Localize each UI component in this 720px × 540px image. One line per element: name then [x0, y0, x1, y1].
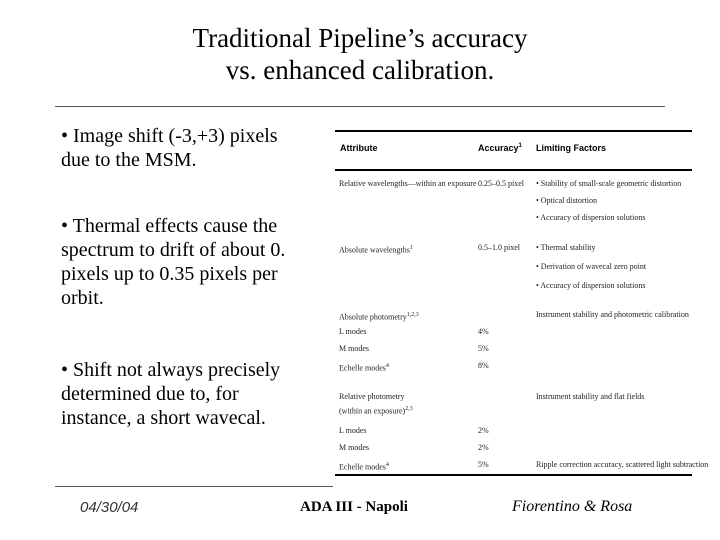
row0-accuracy: 0.25–0.5 pixel	[478, 179, 524, 188]
row9-attribute	[339, 460, 389, 473]
row1-attribute-sup: 1	[409, 245, 413, 251]
title-line-2: vs. enhanced calibration.	[225, 55, 495, 85]
row5-attribute-label: Echelle modes	[339, 363, 386, 373]
row3-accuracy: 4%	[478, 327, 489, 336]
row6-attribute-2	[339, 404, 413, 417]
row6-attribute-label-2: (within an exposure)	[339, 406, 406, 416]
header-accuracy-sup: 1	[518, 143, 522, 149]
row0-factor-3: • Accuracy of dispersion solutions	[536, 213, 646, 222]
header-attribute: Attribute	[340, 143, 378, 153]
row1-factor-3: • Accuracy of dispersion solutions	[536, 281, 646, 290]
footer-date: 04/30/04	[80, 499, 139, 516]
bullet-thermal-effects: • Thermal effects cause the spectrum to drift of about 0. pixels up to 0.35 pixels per orbit.	[61, 215, 286, 309]
row2-attribute-sup: 1,2,3	[406, 312, 419, 318]
row1-factor-1: • Thermal stability	[536, 243, 596, 252]
row5-attribute	[339, 361, 389, 374]
table-header-rule	[335, 169, 692, 171]
row3-attribute: L modes	[339, 327, 367, 336]
row6-factor-1: Instrument stability and flat fields	[536, 392, 645, 401]
row0-factor-1: • Stability of small-scale geometric distortion	[536, 179, 682, 188]
bullet-image-shift: • Image shift (-3,+3) pixels due to the MSM.	[61, 125, 278, 171]
row7-accuracy: 2%	[478, 426, 489, 435]
table-top-rule	[335, 130, 692, 132]
table-bottom-rule	[335, 474, 692, 476]
row5-accuracy: 8%	[478, 361, 489, 370]
row4-attribute: M modes	[339, 344, 369, 353]
row6-attribute-sup: 2,3	[405, 406, 413, 412]
row2-factor-1: Instrument stability and photometric calibration	[536, 310, 689, 319]
accuracy-table	[335, 130, 709, 476]
footer-authors: Fiorentino & Rosa	[512, 498, 633, 515]
row2-attribute	[339, 310, 419, 323]
title-divider	[55, 106, 665, 107]
row9-attribute-label: Echelle modes	[339, 462, 386, 472]
row1-attribute	[339, 243, 413, 256]
header-limiting-factors: Limiting Factors	[536, 143, 607, 153]
row2-attribute-label: Absolute photometry	[339, 312, 407, 322]
footer-divider	[55, 486, 333, 487]
row4-accuracy: 5%	[478, 344, 489, 353]
footer-event: ADA III - Napoli	[300, 499, 408, 515]
row9-accuracy: 5%	[478, 460, 489, 469]
row1-accuracy: 0.5–1.0 pixel	[478, 243, 520, 252]
header-accuracy-label: Accuracy	[478, 143, 519, 153]
row0-factor-2: • Optical distortion	[536, 196, 598, 205]
row7-attribute: L modes	[339, 426, 367, 435]
row5-attribute-sup: 4	[385, 363, 389, 369]
row9-attribute-sup: 4	[385, 462, 389, 468]
row8-accuracy: 2%	[478, 443, 489, 452]
bullet-shift-determination: • Shift not always precisely determined due to, for instance, a short wavecal.	[61, 359, 281, 429]
row1-factor-2: • Derivation of wavecal zero point	[536, 262, 647, 271]
row9-factor-1: Ripple correction accuracy, scattered light subtraction	[536, 460, 709, 469]
row0-attribute: Relative wavelengths—within an exposure	[339, 179, 477, 188]
row1-attribute-label: Absolute wavelengths	[339, 245, 410, 255]
header-accuracy	[478, 143, 522, 153]
slide-title	[0, 22, 720, 86]
title-line-1: Traditional Pipeline’s accuracy	[192, 23, 528, 53]
row6-attribute: Relative photometry	[339, 392, 405, 401]
row8-attribute: M modes	[339, 443, 369, 452]
